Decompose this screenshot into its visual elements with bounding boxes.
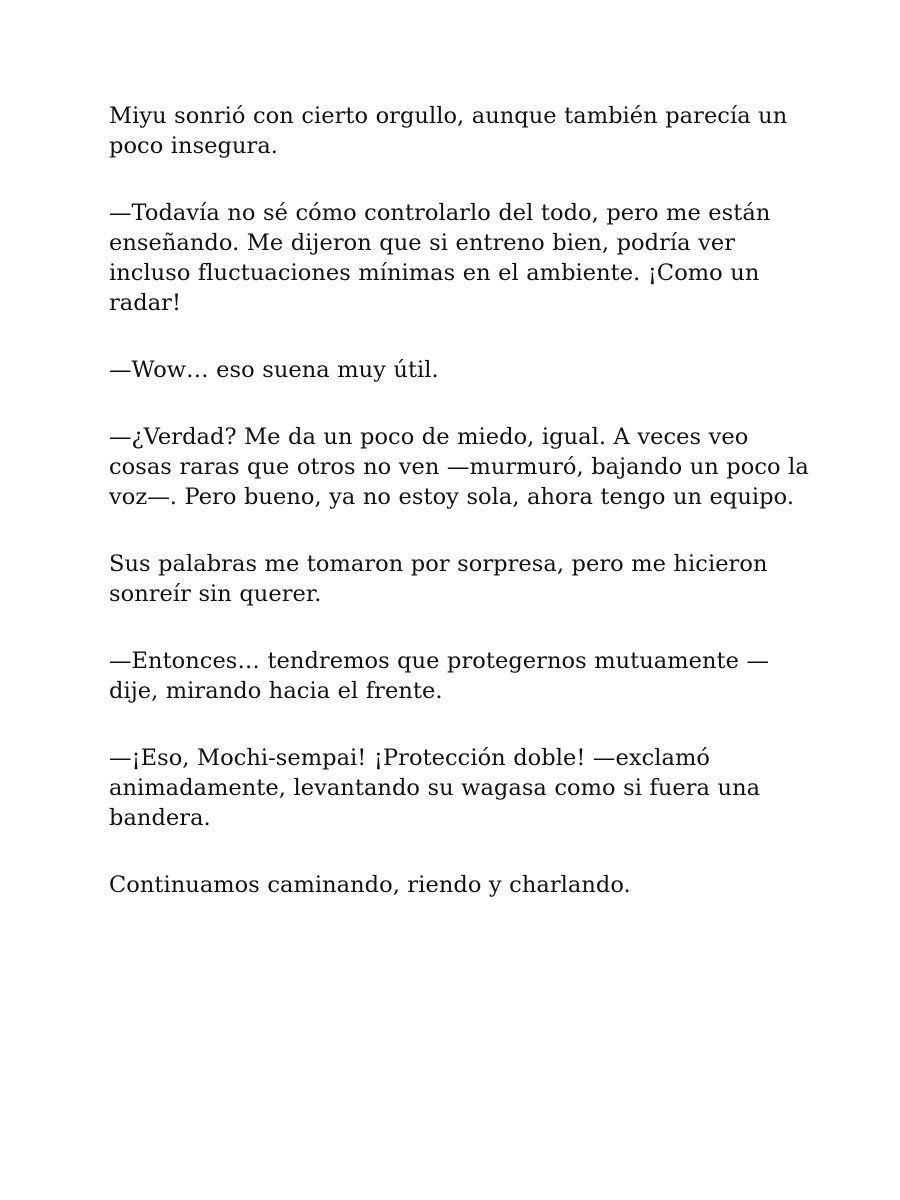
paragraph-1: Miyu sonrió con cierto orgullo, aunque también parecía un poco insegura. bbox=[109, 103, 788, 159]
paragraph-2: —Todavía no sé cómo controlarlo del todo, pero me están enseñando. Me dijeron que si entreno bien, podría ver incluso fluctuaciones mínimas en el ambiente. ¡Como un radar! bbox=[109, 200, 771, 316]
document-body bbox=[109, 101, 809, 937]
paragraph-5: Sus palabras me tomaron por sorpresa, pero me hicieron sonreír sin querer. bbox=[109, 551, 768, 607]
paragraph-7: —¡Eso, Mochi-sempai! ¡Protección doble! —exclamó animadamente, levantando su wagasa como si fuera una bandera. bbox=[109, 745, 761, 831]
paragraph-8: Continuamos caminando, riendo y charlando. bbox=[109, 872, 631, 898]
paragraph-6: —Entonces… tendremos que protegernos mutuamente —dije, mirando hacia el frente. bbox=[109, 648, 770, 704]
paragraph-3: —Wow… eso suena muy útil. bbox=[109, 357, 439, 383]
paragraph-4: —¿Verdad? Me da un poco de miedo, igual. A veces veo cosas raras que otros no ven —murmuró, bajando un poco la voz—. Pero bueno, ya no estoy sola, ahora tengo un equipo. bbox=[109, 424, 809, 510]
